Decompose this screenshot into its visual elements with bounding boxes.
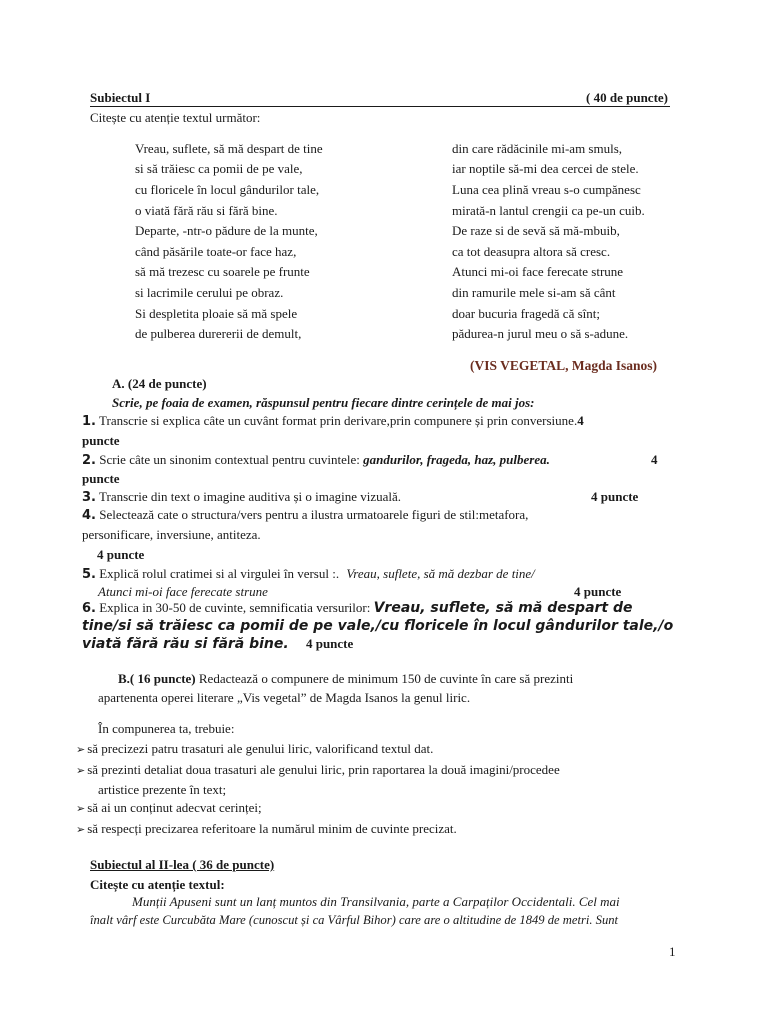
q5-points: 4 puncte bbox=[574, 584, 622, 599]
q6-verse-a: Vreau, suflete, să mă despart de bbox=[373, 600, 633, 616]
poem-line: Atunci mi-oi face ferecate strune bbox=[452, 264, 624, 279]
poem-line: Departe, -ntr-o pădure de la munte, bbox=[135, 223, 318, 238]
subject-2-title: Subiectul al II-lea ( 36 de puncte) bbox=[90, 857, 275, 872]
requirement-4: ➢ să respecți precizarea referitoare la numărul minim de cuvinte precizat. bbox=[76, 821, 457, 836]
instruction: Citește cu atenție textul următor: bbox=[90, 110, 261, 125]
poem-line: din ramurile mele si-am să cânt bbox=[452, 285, 616, 300]
part-a-title: A. (24 de puncte) bbox=[112, 376, 207, 391]
question-4 bbox=[82, 507, 528, 523]
question-6 bbox=[82, 600, 633, 616]
subject-2-text-b: înalt vârf este Curcubăta Mare (cunoscut și ca Vârful Bihor) care are o altitudine de 1849 de metri. Sunt bbox=[90, 913, 619, 927]
poem-line: si să trăiesc ca pomii de pe vale, bbox=[135, 161, 303, 176]
arrow-bullet-icon: ➢ bbox=[76, 764, 86, 777]
q6-points: 4 puncte bbox=[305, 636, 354, 651]
q6-verse-c: viată fără rău si fără bine. bbox=[82, 636, 289, 652]
requirement-1: ➢ să precizezi patru trasaturi ale genului liric, valorificand textul dat. bbox=[76, 741, 434, 756]
q2-points-word: puncte bbox=[82, 471, 120, 486]
subject-2-text-a: Munții Apuseni sunt un lanț muntos din Transilvania, parte a Carpaților Occidentali. Cel mai bbox=[132, 894, 620, 909]
arrow-bullet-icon: ➢ bbox=[76, 802, 86, 815]
question-2 bbox=[82, 452, 550, 468]
q2-number: 2. bbox=[82, 453, 96, 468]
q1-points-word: puncte bbox=[82, 433, 120, 448]
q2-words: gandurilor, frageda, haz, pulberea. bbox=[363, 452, 550, 467]
q2-points: 4 bbox=[651, 452, 658, 467]
poem-line: De raze si de sevă să mă-mbuib, bbox=[452, 223, 620, 238]
question-1 bbox=[82, 413, 584, 429]
subject-title: Subiectul I bbox=[90, 90, 151, 105]
part-b-title: B.( 16 puncte) bbox=[118, 671, 196, 686]
poem-line: când păsările toate-or face haz, bbox=[135, 244, 297, 259]
poem-line: mirată-n lantul crengii ca pe-un cuib. bbox=[452, 203, 645, 218]
poem-line: din care rădăcinile mi-am smuls, bbox=[452, 141, 623, 156]
part-b-text-b: apartenenta operei literare „Vis vegetal” de Magda Isanos la genul liric. bbox=[98, 690, 471, 705]
poem-line: pădurea-n jurul meu o să s-adune. bbox=[452, 326, 629, 341]
q1-text: Transcrie si explica câte un cuvânt format prin derivare,prin compunere și prin conversiune. bbox=[99, 413, 578, 428]
q3-points: 4 puncte bbox=[591, 489, 639, 504]
q4-text: Selectează cate o structura/vers pentru a ilustra urmatoarele figuri de stil:metafora, bbox=[99, 507, 529, 522]
q1-number: 1. bbox=[82, 414, 96, 429]
subject-header-line bbox=[90, 90, 670, 107]
q6-text: Explica in 30-50 de cuvinte, semnificatia versurilor: bbox=[99, 600, 374, 615]
part-b-line-1 bbox=[118, 671, 573, 687]
poem-line: de pulberea durererii de demult, bbox=[135, 326, 302, 341]
q2-text: Scrie câte un sinonim contextual pentru cuvintele: bbox=[99, 452, 364, 467]
question-5 bbox=[82, 566, 535, 582]
poem-line: Vreau, suflete, să mă despart de tine bbox=[135, 141, 323, 156]
q1-points: 4 bbox=[577, 413, 584, 428]
poem-line: ca tot deasupra altora să cresc. bbox=[452, 244, 611, 259]
q6-verse-b: tine/si să trăiesc ca pomii de pe vale,/cu floricele în locul gândurilor tale,/o bbox=[82, 618, 674, 634]
part-b-intro: În compunerea ta, trebuie: bbox=[98, 721, 235, 736]
q5-verse-b: Atunci mi-oi face ferecate strune bbox=[98, 584, 268, 599]
q3-number: 3. bbox=[82, 490, 96, 505]
arrow-bullet-icon: ➢ bbox=[76, 823, 86, 836]
poem-line: doar bucuria fragedă că sînt; bbox=[452, 306, 600, 321]
part-b-text-a: Redactează o compunere de minimum 150 de cuvinte în care să prezinti bbox=[195, 671, 574, 686]
q4-number: 4. bbox=[82, 508, 96, 523]
subject-2-instruction: Citește cu atenție textul: bbox=[90, 877, 225, 892]
q6-verse-c-line bbox=[82, 636, 353, 652]
poem-source: (VIS VEGETAL, Magda Isanos) bbox=[470, 358, 658, 373]
requirement-2-cont: artistice prezente în text; bbox=[98, 782, 227, 797]
poem-line: si lacrimile cerului pe obraz. bbox=[135, 285, 284, 300]
page-number: 1 bbox=[669, 944, 676, 959]
q5-number: 5. bbox=[82, 567, 96, 582]
poem-line: Si despletita ploaie să mă spele bbox=[135, 306, 298, 321]
q4-points: 4 puncte bbox=[97, 547, 145, 562]
q6-number: 6. bbox=[82, 601, 96, 616]
q5-text: Explică rolul cratimei si al virgulei în versul :. bbox=[99, 566, 340, 581]
poem-line: Luna cea plină vreau s-o cumpănesc bbox=[452, 182, 641, 197]
subject-points: ( 40 de puncte) bbox=[586, 90, 668, 105]
poem-line: iar noptile să-mi dea cercei de stele. bbox=[452, 161, 639, 176]
arrow-bullet-icon: ➢ bbox=[76, 743, 86, 756]
part-a-instruction: Scrie, pe foaia de examen, răspunsul pentru fiecare dintre cerințele de mai jos: bbox=[112, 395, 535, 410]
q4-text-cont: personificare, inversiune, antiteza. bbox=[82, 527, 261, 542]
requirement-3: ➢ să ai un conținut adecvat cerinței; bbox=[76, 800, 262, 815]
poem-line: să mă trezesc cu soarele pe frunte bbox=[135, 264, 310, 279]
poem-line: o viată fără rău si fără bine. bbox=[135, 203, 278, 218]
question-3 bbox=[82, 489, 401, 505]
q5-verse-a: Vreau, suflete, să mă dezbar de tine/ bbox=[346, 566, 535, 581]
requirement-2: ➢ să prezinti detaliat doua trasaturi ale genului liric, prin raportarea la două imagini/procedee bbox=[76, 762, 560, 777]
poem-line: cu floricele în locul gândurilor tale, bbox=[135, 182, 320, 197]
q3-text: Transcrie din text o imagine auditiva și o imagine vizuală. bbox=[99, 489, 402, 504]
